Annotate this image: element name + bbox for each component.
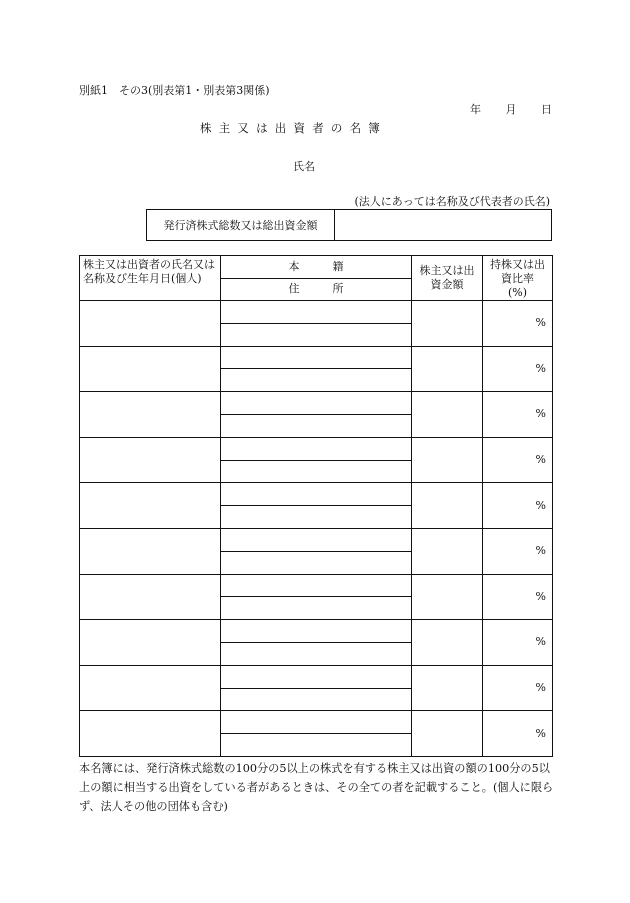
address-cell[interactable] <box>221 414 412 437</box>
domicile-cell[interactable] <box>221 665 412 688</box>
amount-cell[interactable] <box>412 620 483 666</box>
capital-label: 発行済株式総数又は総出資金額 <box>147 210 335 240</box>
amount-cell[interactable] <box>412 392 483 438</box>
name-cell[interactable] <box>80 620 221 666</box>
name-cell[interactable] <box>80 665 221 711</box>
address-cell[interactable] <box>221 597 412 620</box>
domicile-cell[interactable] <box>221 301 412 324</box>
table-row <box>80 620 553 643</box>
ratio-cell[interactable]: % <box>483 346 553 392</box>
header-amount <box>412 256 483 301</box>
name-cell[interactable] <box>80 574 221 620</box>
ratio-cell[interactable]: % <box>483 711 553 757</box>
header-ratio-line1: 持株又は出 <box>490 258 545 271</box>
capital-box <box>146 209 552 241</box>
amount-cell[interactable] <box>412 574 483 620</box>
domicile-cell[interactable] <box>221 620 412 643</box>
annex-label: 別紙1 その3(別表第1・別表第3関係) <box>79 84 270 97</box>
table-row <box>80 437 553 460</box>
footnote: 本名簿には、発行済株式総数の100分の5以上の株式を有する株主又は出資の額の100分の5以上の額に相当する出資をしている者があるときは、その全ての者を記載すること。(個人に限らず、法人その他の団体も含む) <box>79 762 554 813</box>
ratio-cell[interactable]: % <box>483 437 553 483</box>
date-year: 年 <box>470 103 481 116</box>
table-row <box>80 528 553 551</box>
domicile-cell[interactable] <box>221 483 412 506</box>
header-address: 住 所 <box>221 278 412 301</box>
table-row <box>80 574 553 597</box>
address-cell[interactable] <box>221 506 412 529</box>
ratio-cell[interactable]: % <box>483 574 553 620</box>
ratio-cell[interactable]: % <box>483 665 553 711</box>
name-cell[interactable] <box>80 301 221 347</box>
header-row <box>80 256 553 279</box>
address-cell[interactable] <box>221 734 412 757</box>
table-row <box>80 301 553 324</box>
name-cell[interactable] <box>80 528 221 574</box>
domicile-cell[interactable] <box>221 392 412 415</box>
address-cell[interactable] <box>221 688 412 711</box>
domicile-cell[interactable] <box>221 528 412 551</box>
address-cell[interactable] <box>221 642 412 665</box>
table-row <box>80 346 553 369</box>
shareholder-table <box>79 255 553 757</box>
name-cell[interactable] <box>80 346 221 392</box>
name-cell[interactable] <box>80 437 221 483</box>
date-day: 日 <box>541 103 552 116</box>
header-domicile: 本 籍 <box>221 256 412 279</box>
name-cell[interactable] <box>80 711 221 757</box>
name-label: 氏名 <box>293 160 315 173</box>
table-row <box>80 711 553 734</box>
header-amount-line2: 資金額 <box>430 278 464 291</box>
header-ratio <box>483 256 553 301</box>
amount-cell[interactable] <box>412 665 483 711</box>
name-cell[interactable] <box>80 392 221 438</box>
domicile-cell[interactable] <box>221 711 412 734</box>
ratio-cell[interactable]: % <box>483 483 553 529</box>
domicile-cell[interactable] <box>221 574 412 597</box>
name-cell[interactable] <box>80 483 221 529</box>
table-row <box>80 665 553 688</box>
document-title: 株主又は出資者の名簿 <box>200 121 387 135</box>
header-name: 株主又は出資者の氏名又は名称及び生年月日(個人) <box>80 256 221 301</box>
address-cell[interactable] <box>221 369 412 392</box>
table-row <box>80 392 553 415</box>
address-cell[interactable] <box>221 323 412 346</box>
domicile-cell[interactable] <box>221 437 412 460</box>
date-month: 月 <box>505 103 517 116</box>
amount-cell[interactable] <box>412 301 483 347</box>
capital-value-field[interactable] <box>335 210 551 240</box>
amount-cell[interactable] <box>412 528 483 574</box>
header-amount-line1: 株主又は出 <box>419 264 475 277</box>
table-row <box>80 483 553 506</box>
amount-cell[interactable] <box>412 711 483 757</box>
address-cell[interactable] <box>221 551 412 574</box>
ratio-cell[interactable]: % <box>483 392 553 438</box>
amount-cell[interactable] <box>412 346 483 392</box>
amount-cell[interactable] <box>412 483 483 529</box>
header-ratio-line2: 資比率 <box>501 272 534 285</box>
header-ratio-line3: (%) <box>507 286 528 299</box>
ratio-cell[interactable]: % <box>483 301 553 347</box>
date-line <box>470 101 552 117</box>
domicile-cell[interactable] <box>221 346 412 369</box>
ratio-cell[interactable]: % <box>483 528 553 574</box>
address-cell[interactable] <box>221 460 412 483</box>
amount-cell[interactable] <box>412 437 483 483</box>
corporation-note: (法人にあっては名称及び代表者の氏名) <box>354 195 550 208</box>
ratio-cell[interactable]: % <box>483 620 553 666</box>
